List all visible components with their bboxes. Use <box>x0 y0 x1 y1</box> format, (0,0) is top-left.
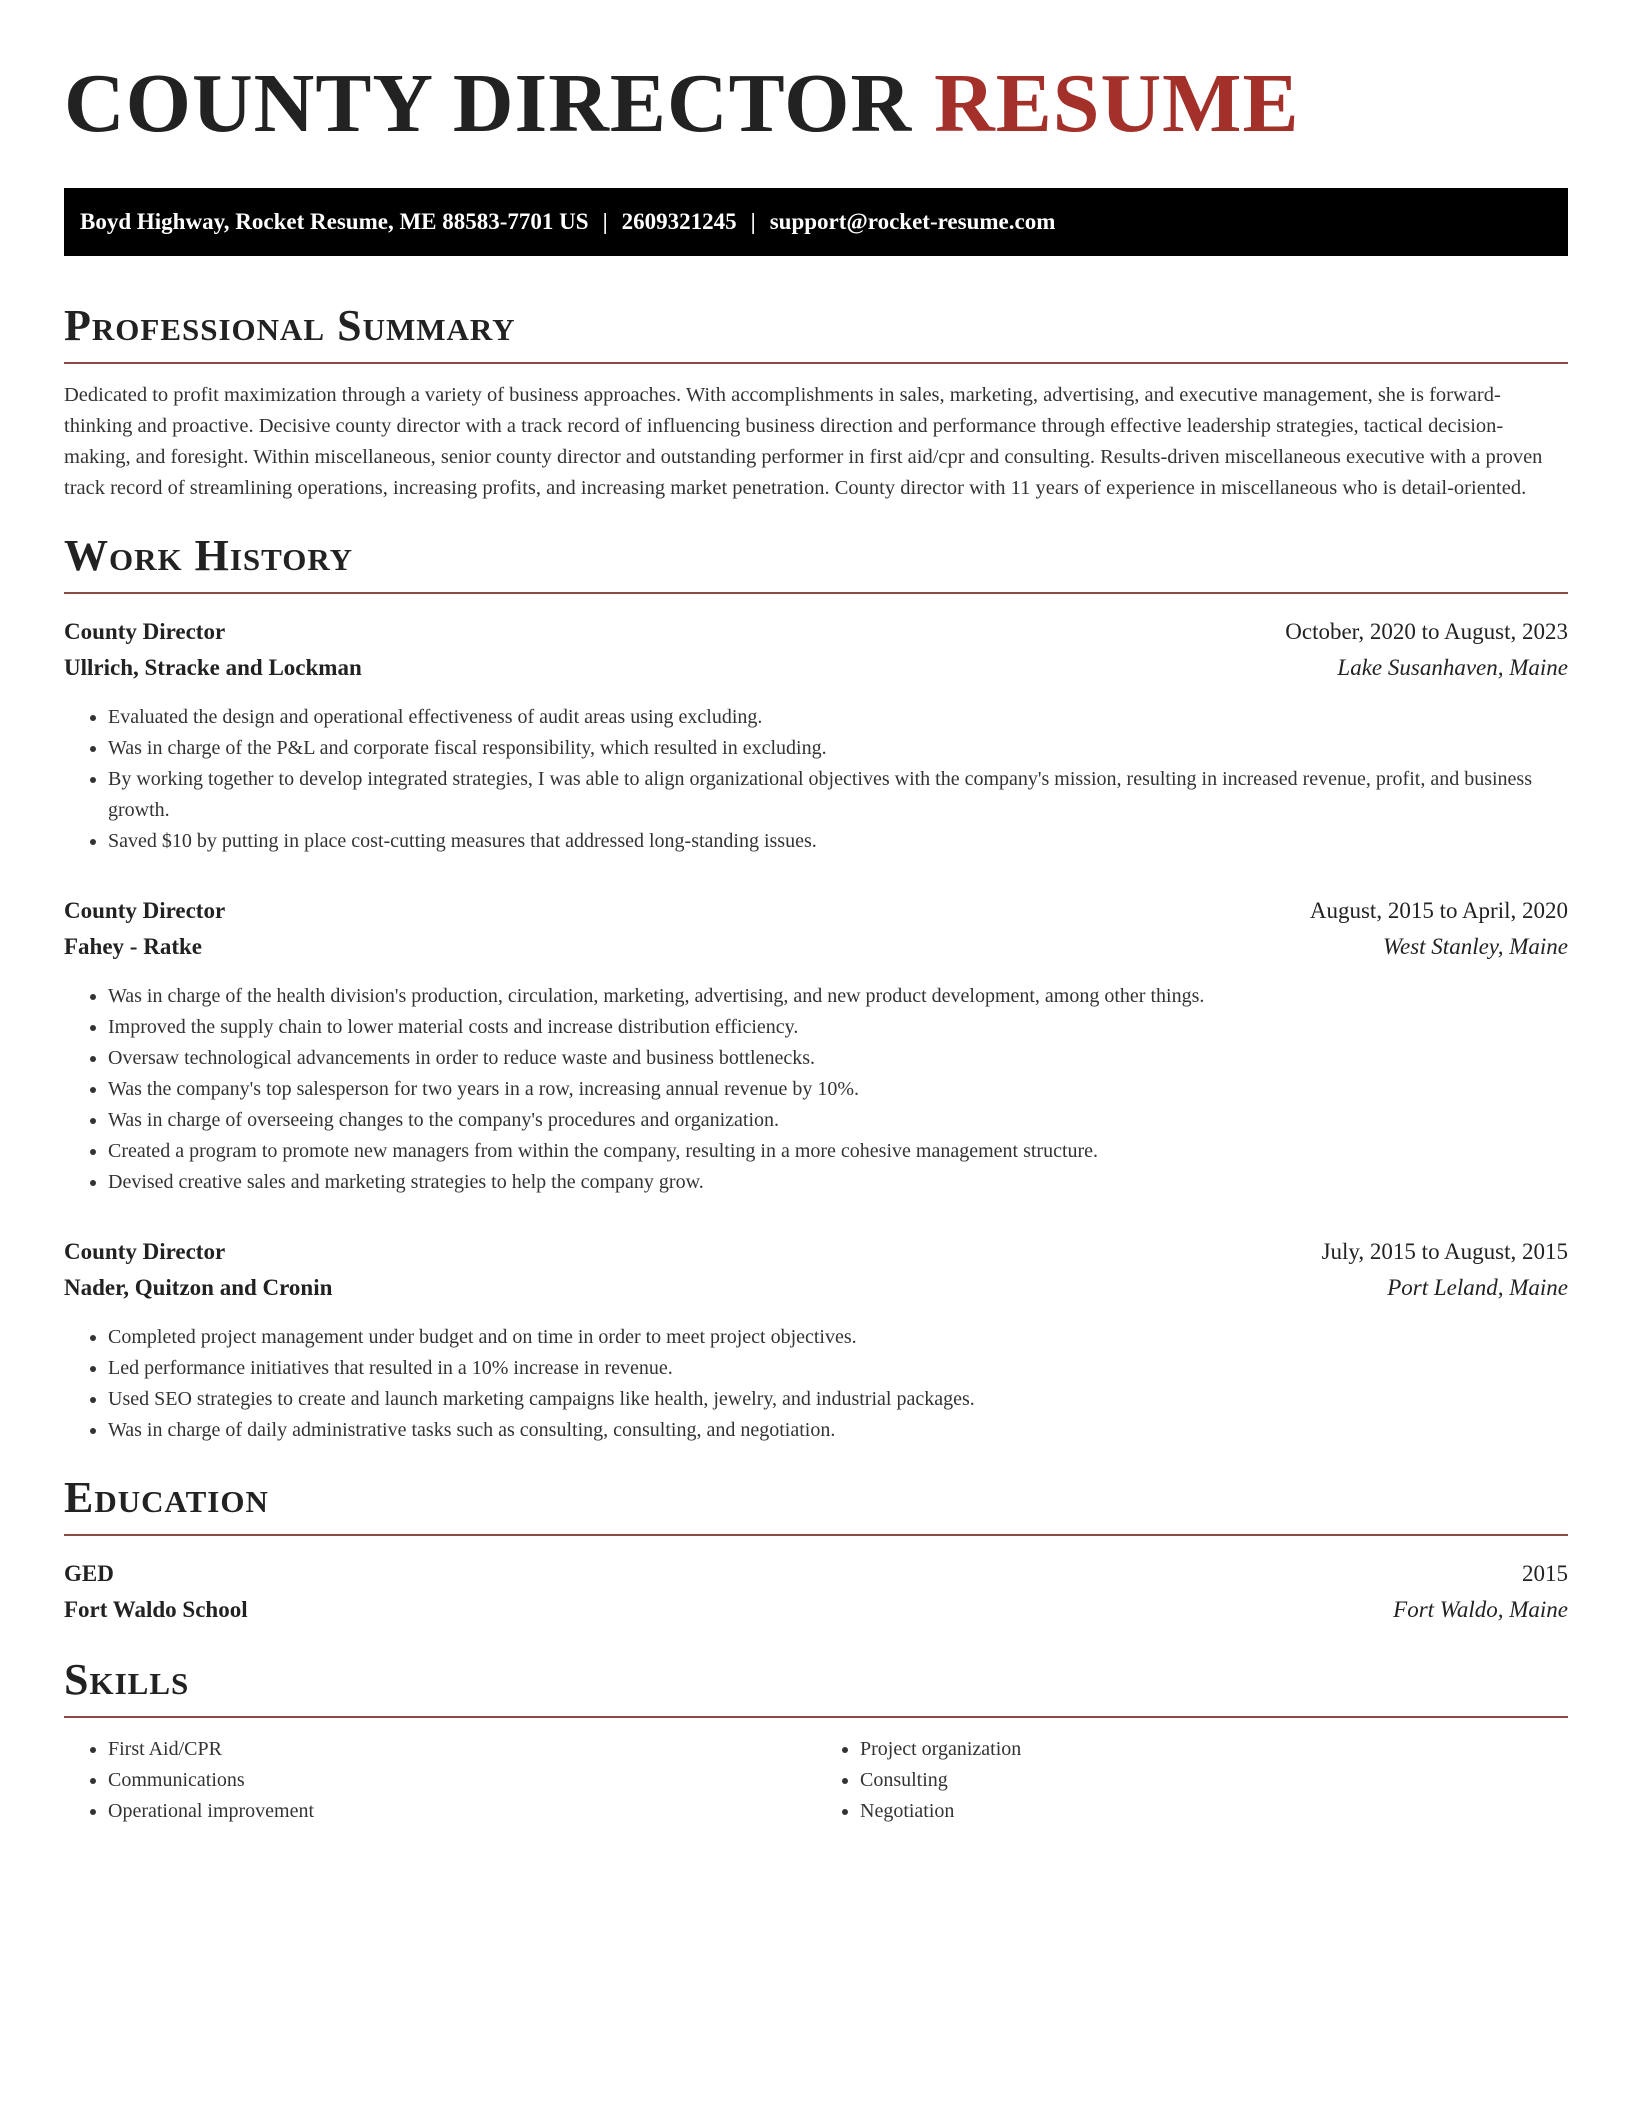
job-title: County Director <box>64 619 226 644</box>
list-item: • Saved $10 by putting in place cost-cutting measures that addressed long-standing issues. <box>108 826 1568 857</box>
job-company-row <box>64 1270 1568 1306</box>
work-history-heading: Work History <box>64 530 1568 594</box>
list-item: • Used SEO strategies to create and launch marketing campaigns like health, jewelry, and industrial packages. <box>108 1384 1568 1415</box>
contact-separator: | <box>602 209 608 234</box>
list-item: • Created a program to promote new managers from within the company, resulting in a more cohesive management structure. <box>108 1136 1568 1167</box>
job-header-row <box>64 1234 1568 1270</box>
list-item: • Led performance initiatives that resulted in a 10% increase in revenue. <box>108 1353 1568 1384</box>
skills-heading: Skills <box>64 1654 1568 1718</box>
list-item: • Was in charge of daily administrative tasks such as consulting, consulting, and negotiation. <box>108 1415 1568 1446</box>
skills-list <box>64 1734 1568 1827</box>
job-title: County Director <box>64 1239 226 1264</box>
list-item: • Consulting <box>860 1765 1568 1796</box>
skills-column-1 <box>64 1734 816 1827</box>
contact-email[interactable]: support@rocket-resume.com <box>769 209 1056 234</box>
education-degree: GED <box>64 1561 114 1586</box>
job-bullets <box>64 981 1568 1198</box>
list-item: • Completed project management under budget and on time in order to meet project objectives. <box>108 1322 1568 1353</box>
title-accent: RESUME <box>934 57 1300 150</box>
list-item: • Improved the supply chain to lower material costs and increase distribution efficiency. <box>108 1012 1568 1043</box>
title-main: COUNTY DIRECTOR <box>64 57 913 150</box>
job-location: Port Leland, Maine <box>1387 1275 1568 1300</box>
job-entry <box>64 614 1568 857</box>
list-item: • Devised creative sales and marketing strategies to help the company grow. <box>108 1167 1568 1198</box>
list-item: • Oversaw technological advancements in order to reduce waste and business bottlenecks. <box>108 1043 1568 1074</box>
resume-title <box>64 56 1568 152</box>
job-dates: August, 2015 to April, 2020 <box>1309 898 1568 923</box>
list-item: • Was in charge of the P&L and corporate fiscal responsibility, which resulted in excluding. <box>108 733 1568 764</box>
job-location: Lake Susanhaven, Maine <box>1337 655 1568 680</box>
job-header-row <box>64 614 1568 650</box>
contact-address: Boyd Highway, Rocket Resume, ME 88583-7701 US <box>80 209 589 234</box>
job-company-row <box>64 650 1568 686</box>
summary-heading: Professional Summary <box>64 300 1568 364</box>
education-entry <box>64 1556 1568 1628</box>
list-item: • Project organization <box>860 1734 1568 1765</box>
job-bullets <box>64 702 1568 857</box>
job-company: Fahey - Ratke <box>64 934 202 959</box>
job-company-row <box>64 929 1568 965</box>
education-location: Fort Waldo, Maine <box>1393 1597 1568 1622</box>
list-item: • Negotiation <box>860 1796 1568 1827</box>
list-item: • Was the company's top salesperson for two years in a row, increasing annual revenue by 10%. <box>108 1074 1568 1105</box>
job-title: County Director <box>64 898 226 923</box>
list-item: • Operational improvement <box>108 1796 816 1827</box>
job-header-row <box>64 893 1568 929</box>
job-location: West Stanley, Maine <box>1382 934 1568 959</box>
job-entry <box>64 1234 1568 1446</box>
skills-column-2 <box>816 1734 1568 1827</box>
job-dates: July, 2015 to August, 2015 <box>1321 1239 1568 1264</box>
list-item: • First Aid/CPR <box>108 1734 816 1765</box>
contact-bar <box>64 188 1568 256</box>
list-item: • Evaluated the design and operational effectiveness of audit areas using excluding. <box>108 702 1568 733</box>
education-school-row <box>64 1592 1568 1628</box>
education-year: 2015 <box>1522 1561 1568 1586</box>
education-degree-row <box>64 1556 1568 1592</box>
job-bullets <box>64 1322 1568 1446</box>
job-company: Ullrich, Stracke and Lockman <box>64 655 362 680</box>
education-school: Fort Waldo School <box>64 1597 248 1622</box>
contact-phone: 2609321245 <box>621 209 737 234</box>
contact-separator: | <box>750 209 756 234</box>
list-item: • By working together to develop integrated strategies, I was able to align organizational objectives with the company's mission, resulting in increased revenue, profit, and business growth. <box>108 764 1568 826</box>
summary-text: Dedicated to profit maximization through a variety of business approaches. With accomplishments in sales, marketing, advertising, and executive management, she is forward-thinking and proactive. Decisive county director with a track record of influencing business direction and performance through effective leadership strategies, tactical decision-making, and foresight. Within miscellaneous, senior county director and outstanding performer in first aid/cpr and consulting. Results-driven miscellaneous executive with a proven track record of streamlining operations, increasing profits, and increasing market penetration. County director with 11 years of experience in miscellaneous who is detail-oriented. <box>64 384 1543 499</box>
job-entry <box>64 893 1568 1198</box>
job-dates: October, 2020 to August, 2023 <box>1285 619 1568 644</box>
list-item: • Communications <box>108 1765 816 1796</box>
list-item: • Was in charge of the health division's production, circulation, marketing, advertising, and new product development, among other things. <box>108 981 1568 1012</box>
education-heading: Education <box>64 1472 1568 1536</box>
list-item: • Was in charge of overseeing changes to the company's procedures and organization. <box>108 1105 1568 1136</box>
job-company: Nader, Quitzon and Cronin <box>64 1275 333 1300</box>
